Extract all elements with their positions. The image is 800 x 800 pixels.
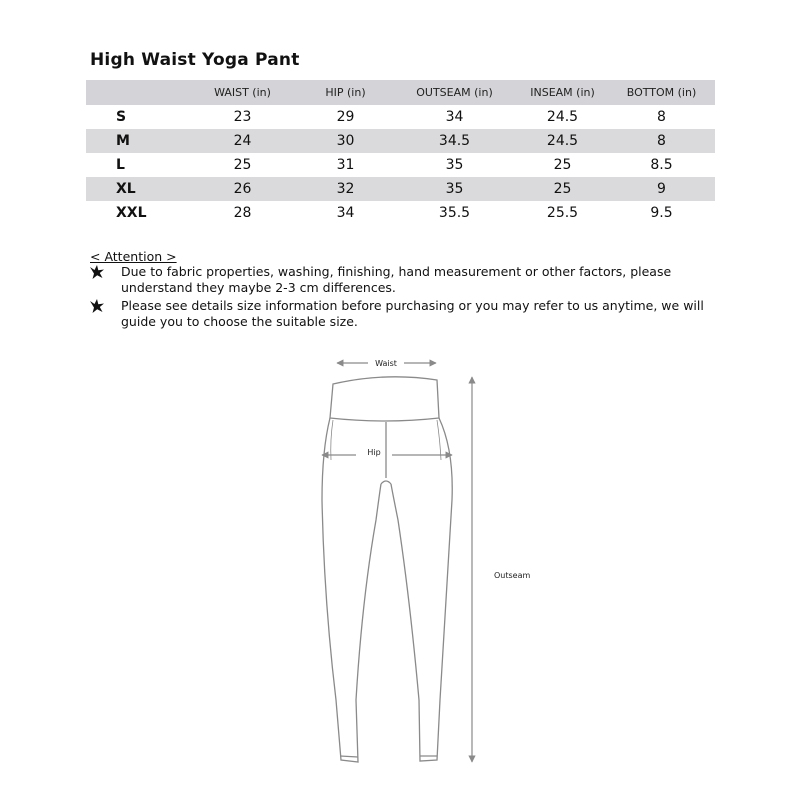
table-row	[86, 177, 715, 201]
table-cell: 29	[336, 109, 355, 125]
table-cell: 34	[445, 109, 464, 125]
table-cell: 35	[445, 181, 464, 197]
table-cell: 28	[233, 205, 252, 221]
table-cell: 23	[233, 109, 252, 125]
table-cell: 25	[553, 181, 572, 197]
header-hip: HIP (in)	[325, 86, 366, 99]
header-bottom: BOTTOM (in)	[626, 86, 697, 99]
pant-outline	[322, 377, 452, 762]
size-cell: M	[116, 133, 130, 149]
table-cell: 35	[445, 157, 464, 173]
attention-note-text: Due to fabric properties, washing, finishing, hand measurement or other factors, please understand they maybe 2-3 cm differences.	[121, 264, 672, 295]
attention-note-text: Please see details size information before purchasing or you may refer to us anytime, we will guide you to choose the suitable size.	[121, 298, 704, 329]
table-cell: 25	[233, 157, 252, 173]
star-bullet-icon	[88, 264, 106, 280]
table-row	[86, 129, 715, 153]
table-cell: 34	[336, 205, 355, 221]
table-cell: 25	[553, 157, 572, 173]
attention-heading: < Attention >	[90, 249, 177, 264]
table-cell: 30	[336, 133, 355, 149]
table-cell: 26	[233, 181, 252, 197]
waist-measure-arrow	[337, 359, 436, 368]
waist-label: Waist	[375, 359, 397, 368]
table-cell: 35.5	[438, 205, 471, 221]
page-title: High Waist Yoga Pant	[90, 50, 300, 70]
header-waist: WAIST (in)	[214, 86, 271, 99]
size-cell: L	[116, 157, 125, 173]
size-cell: XL	[116, 181, 136, 197]
attention-note	[88, 298, 718, 332]
table-row	[86, 201, 715, 225]
header-size	[86, 80, 186, 105]
attention-note	[88, 264, 718, 298]
size-chart-table	[86, 80, 715, 225]
table-header-row	[86, 80, 715, 105]
table-cell: 24.5	[546, 109, 579, 125]
table-cell: 34.5	[438, 133, 471, 149]
table-cell: 8	[657, 133, 666, 149]
size-cell: S	[116, 109, 127, 125]
outseam-label: Outseam	[494, 571, 531, 580]
table-cell: 9	[657, 181, 666, 197]
table-cell: 24.5	[546, 133, 579, 149]
table-cell: 9.5	[650, 205, 673, 221]
header-outseam: OUTSEAM (in)	[416, 86, 493, 99]
table-cell: 8	[657, 109, 666, 125]
table-cell: 32	[336, 181, 355, 197]
header-inseam: INSEAM (in)	[530, 86, 595, 99]
pant-measurement-diagram	[0, 340, 800, 800]
table-cell: 25.5	[546, 205, 579, 221]
size-cell: XXL	[116, 205, 147, 221]
outseam-measure-arrow	[472, 377, 530, 762]
table-cell: 8.5	[650, 157, 673, 173]
hip-label: Hip	[367, 448, 381, 457]
hip-measure-arrow	[322, 448, 452, 457]
table-cell: 24	[233, 133, 252, 149]
table-row	[86, 105, 715, 129]
star-bullet-icon	[88, 298, 106, 314]
table-cell: 31	[336, 157, 355, 173]
table-row	[86, 153, 715, 177]
